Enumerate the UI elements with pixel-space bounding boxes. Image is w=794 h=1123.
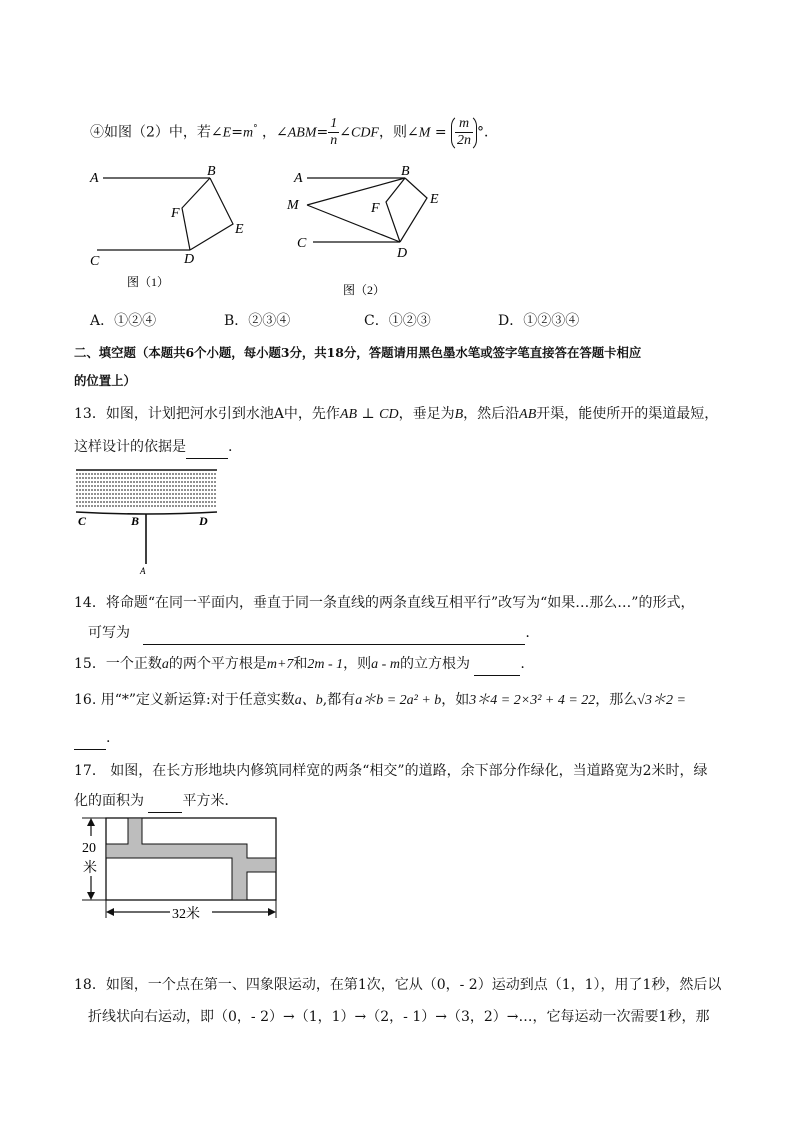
eq3: =	[430, 124, 452, 141]
river-label-c: C	[78, 514, 87, 528]
angle-m: M	[418, 125, 431, 141]
fig1-label-e: E	[235, 222, 244, 237]
fig2-label-d: D	[397, 246, 408, 261]
fig1-polyline-bfd	[182, 178, 210, 250]
width-arrow-left	[106, 908, 114, 916]
fig2-caption: 图（2）	[343, 283, 386, 297]
fig2-label-f: F	[371, 201, 380, 216]
fig1-caption: 图（1）	[127, 275, 170, 289]
option-a: A．①②④	[90, 313, 157, 329]
q18-line2: 折线状向右运动，即（0，- 2）→（1，1）→（2，- 1）→（3，2）→…，它每运动一次需要1秒，那	[88, 1009, 710, 1025]
q12-mid1: ，∠	[257, 124, 288, 141]
q14-answer-blank[interactable]	[143, 622, 525, 645]
river-figure	[74, 468, 234, 580]
q12-then: ，则∠	[378, 124, 419, 141]
q13-line1: 13．如图，计划把河水引到水池A中，先作AB ⊥ CD，垂足为B，然后沿AB开渠，能使所开的渠道最短，	[74, 406, 719, 422]
fig2-label-e: E	[430, 192, 439, 207]
height-label-unit: 米	[83, 861, 97, 876]
q16-answer: .	[74, 727, 110, 750]
fig2-polyline-bfd	[386, 178, 405, 242]
q17-line1: 17． 如图，在长方形地块内修筑同样宽的两条“相交”的道路，余下部分作绿化，当道路宽为2米时，绿	[74, 763, 708, 779]
height-arrow-top	[87, 818, 95, 826]
fig1-label-c: C	[90, 254, 100, 269]
eq2: =	[316, 124, 329, 141]
height-label-value: 20	[82, 841, 96, 856]
q12-item4-prefix: ④如图（2）中，若∠	[90, 124, 223, 141]
river-label-a: A	[140, 566, 146, 576]
angle-abm: ABM	[287, 125, 317, 141]
paren-expression	[451, 114, 477, 152]
river-water-lines	[76, 474, 217, 506]
width-label: 32米	[172, 907, 200, 922]
fig2-line-mb	[307, 178, 405, 205]
fig2-label-b: B	[401, 164, 410, 179]
field-figure	[74, 814, 284, 926]
fig1-label-b: B	[207, 164, 216, 179]
eq: =	[231, 124, 243, 141]
option-c: C．①②③	[364, 313, 431, 329]
q15-answer-blank[interactable]	[474, 653, 520, 676]
q16-line: 16. 用“*”定义新运算:对于任意实数a、b,都有a＊b = 2a² + b，如3＊4 = 2×3² + 4 = 22，那么√3＊2 =	[74, 692, 686, 708]
fig2-label-m: M	[287, 198, 299, 213]
river-bank-cd	[76, 512, 217, 514]
fig1-label-f: F	[171, 206, 180, 221]
q17-answer-blank[interactable]	[148, 790, 182, 813]
fig2-line-md	[307, 205, 400, 242]
fig2-label-a: A	[294, 171, 303, 186]
q12-item4	[90, 111, 498, 147]
q18-line1: 18．如图，一个点在第一、四象限运动，在第1次，它从（0，- 2）运动到点（1，1），用了1秒，然后以	[74, 977, 722, 993]
fig2-label-c: C	[297, 236, 307, 251]
fig1-label-a: A	[90, 171, 99, 186]
river-label-d: D	[199, 514, 208, 528]
fig1-label-d: D	[184, 252, 195, 267]
q13-line2: 这样设计的依据是 .	[74, 436, 232, 459]
q13-answer-blank[interactable]	[186, 436, 228, 459]
section2-heading-line1: 二、填空题（本题共6个小题，每小题3分，共18分，答题请用黑色墨水笔或签字笔直接答在答题卡相应	[74, 345, 642, 360]
q16-answer-blank[interactable]	[74, 727, 106, 750]
q14-line1: 14．将命题“在同一平面内，垂直于同一条直线的两条直线互相平行”改写为“如果…那么…”的形式，	[74, 595, 695, 611]
option-b: B．②③④	[224, 313, 291, 329]
q14-line2: 可写为 .	[88, 622, 530, 645]
angle-e: E	[222, 125, 232, 141]
river-label-b: B	[131, 514, 140, 528]
angle-cdf: ∠CDF	[339, 125, 379, 141]
q15-line: 15．一个正数a的两个平方根是m+7和2m - 1，则a - m的立方根为 .	[74, 653, 525, 676]
section2-heading-line2: 的位置上）	[74, 373, 136, 388]
fraction-m-over-2n: $\frac{m}{2n}$	[457, 116, 472, 149]
figure-2	[285, 160, 455, 300]
deg: °	[253, 124, 258, 134]
width-arrow-right	[268, 908, 276, 916]
m-var: m	[242, 125, 254, 141]
option-d: D．①②③④	[498, 313, 580, 329]
figure-1	[85, 160, 255, 295]
fig2-polyline-bed	[400, 178, 427, 242]
fig1-polyline-bed	[190, 178, 233, 250]
q12-end: °．	[477, 124, 499, 141]
height-arrow-bottom	[87, 892, 95, 900]
fraction-1-over-n: $\frac{1}{n}$	[330, 116, 338, 149]
q17-line2: 化的面积为 平方米．	[74, 790, 238, 813]
